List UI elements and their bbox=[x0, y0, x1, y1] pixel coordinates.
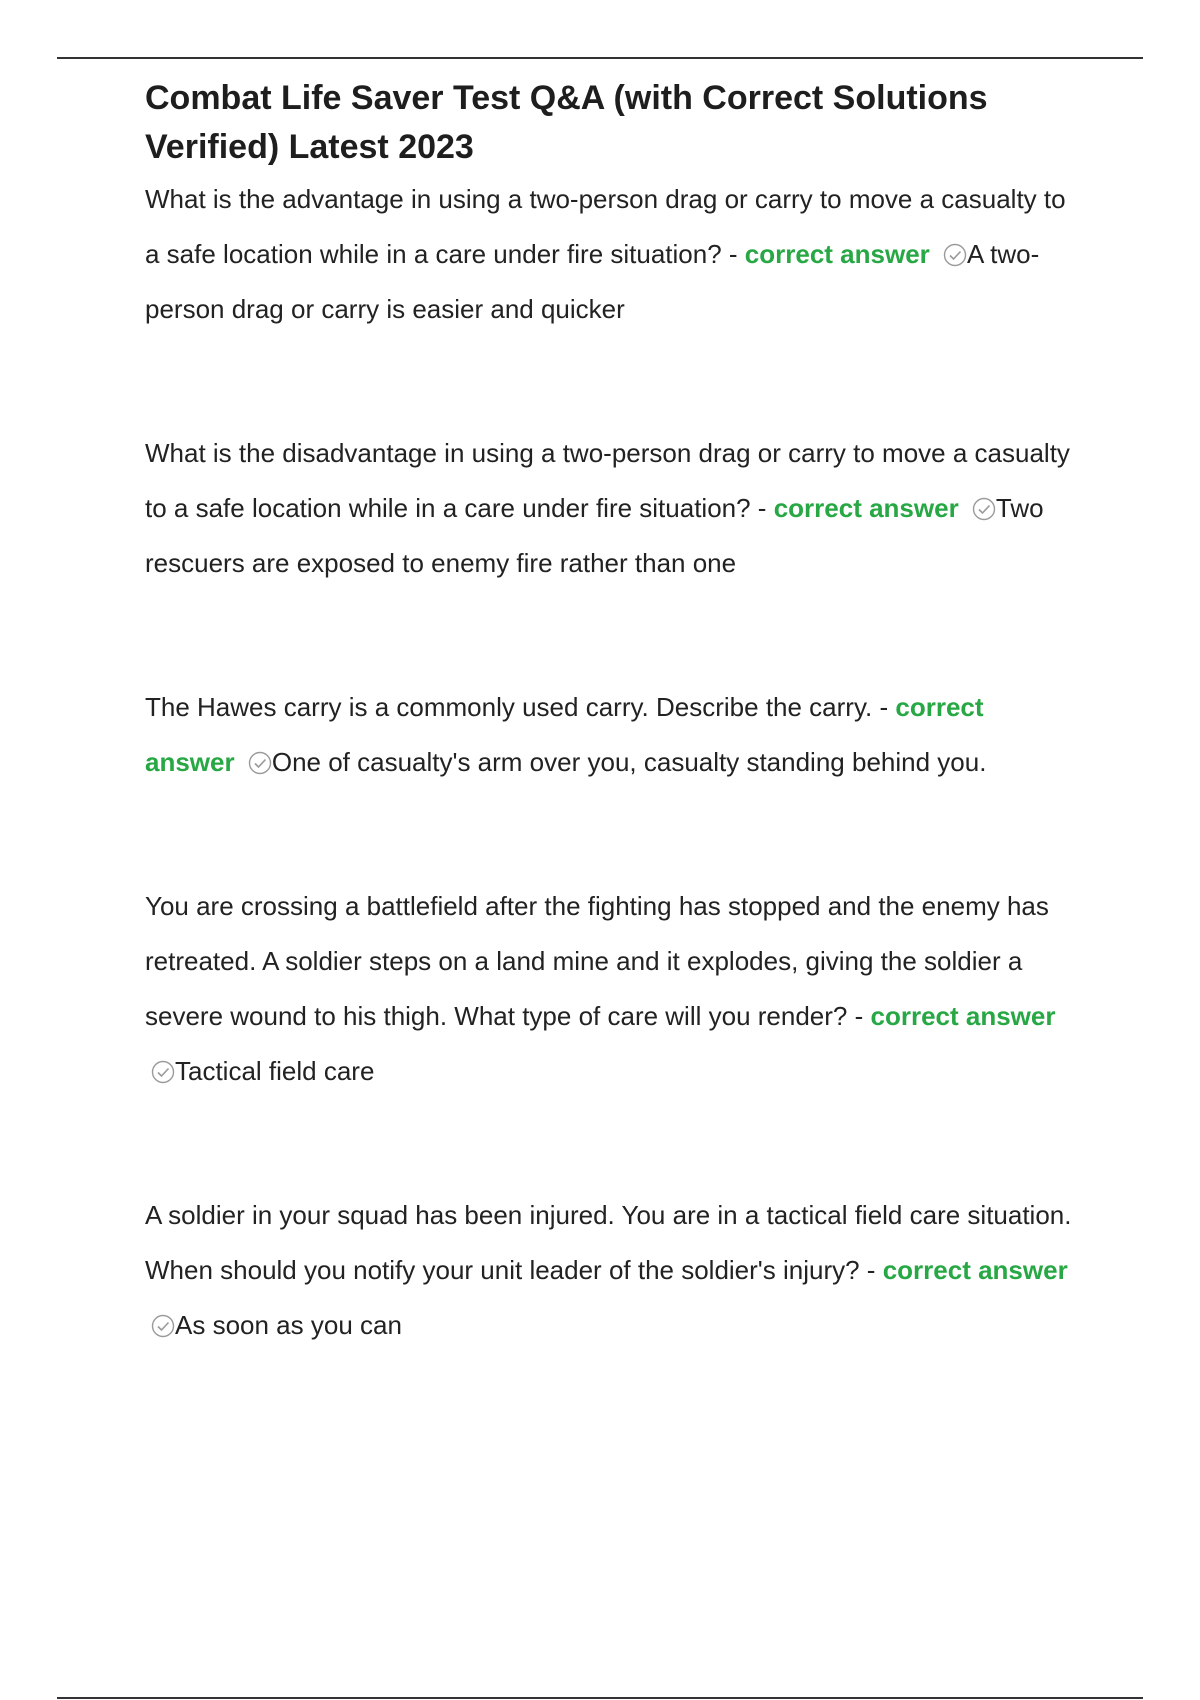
question-text: What is the advantage in using a two-person drag or carry to move a casualty to a safe location while in a care under fire situation? - bbox=[145, 184, 1066, 269]
correct-answer-label: correct answer bbox=[744, 239, 930, 269]
correct-answer-label: correct answer bbox=[145, 692, 984, 777]
answer-text: Two rescuers are exposed to enemy fire rather than one bbox=[145, 493, 1044, 578]
document-title: Combat Life Saver Test Q&A (with Correct Solutions Verified) Latest 2023 bbox=[145, 79, 988, 166]
qa-item bbox=[145, 426, 1075, 591]
answer-text: Tactical field care bbox=[175, 1056, 375, 1086]
qa-item bbox=[145, 172, 1075, 337]
answer-text: As soon as you can bbox=[175, 1310, 402, 1340]
qa-list bbox=[145, 172, 1075, 1353]
document-page bbox=[145, 74, 1075, 1353]
checkmark-circle-icon bbox=[972, 497, 996, 521]
checkmark-circle-icon bbox=[248, 751, 272, 775]
answer-text: One of casualty's arm over you, casualty standing behind you. bbox=[271, 747, 987, 777]
qa-item bbox=[145, 680, 1075, 790]
checkmark-circle-icon bbox=[151, 1060, 175, 1084]
question-text: A soldier in your squad has been injured. You are in a tactical field care situation. When should you notify your unit leader of the soldier's injury? - bbox=[145, 1200, 1072, 1285]
correct-answer-label: correct answer bbox=[773, 493, 959, 523]
question-text: You are crossing a battlefield after the fighting has stopped and the enemy has retreated. A soldier steps on a land mine and it explodes, giving the soldier a severe wound to his thigh. What type of care will you render? - bbox=[145, 891, 1049, 1031]
top-rule bbox=[57, 57, 1143, 59]
answer-text: A two-person drag or carry is easier and quicker bbox=[145, 239, 1040, 324]
bottom-rule bbox=[57, 1697, 1143, 1699]
correct-answer-label: correct answer bbox=[882, 1255, 1068, 1285]
question-text: The Hawes carry is a commonly used carry. Describe the carry. - bbox=[145, 692, 889, 722]
checkmark-circle-icon bbox=[151, 1314, 175, 1338]
checkmark-circle-icon bbox=[943, 243, 967, 267]
qa-item bbox=[145, 879, 1075, 1099]
qa-item bbox=[145, 1188, 1075, 1353]
question-text: What is the disadvantage in using a two-person drag or carry to move a casualty to a safe location while in a care under fire situation? - bbox=[145, 438, 1070, 523]
correct-answer-label: correct answer bbox=[870, 1001, 1056, 1031]
